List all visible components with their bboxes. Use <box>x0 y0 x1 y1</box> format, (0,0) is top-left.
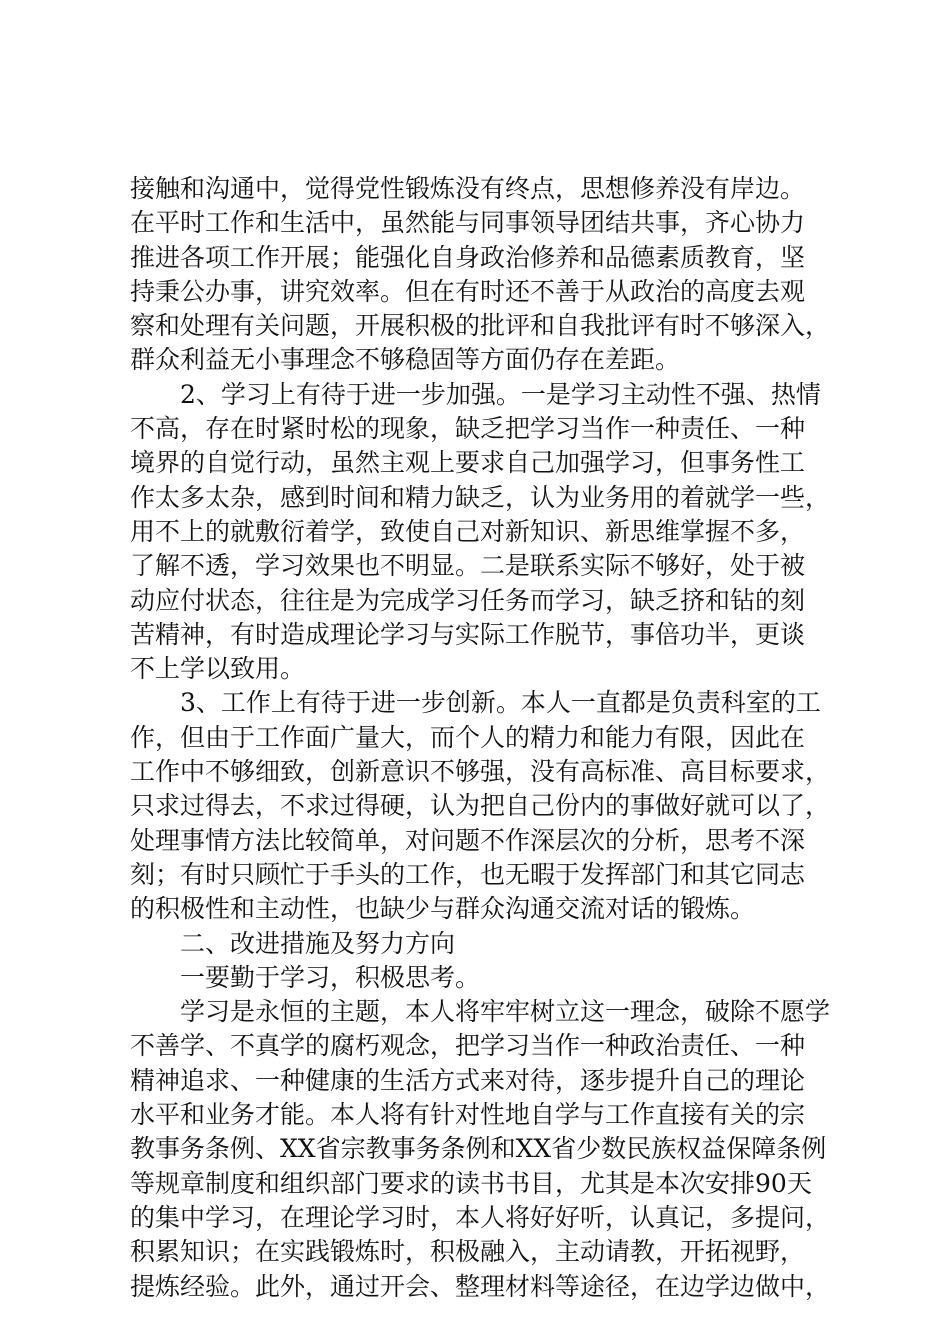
text-line: 处理事情方法比较简单，对问题不作深层次的分析，思考不深 <box>130 825 806 855</box>
text-line: 不上学以致用。 <box>130 654 306 684</box>
body-text <box>130 172 850 1304</box>
text-line: 只求过得去，不求过得硬，认为把自己份内的事做好就可以了， <box>130 791 831 821</box>
text-line: 水平和业务才能。本人将有针对性地自学与工作直接有关的宗 <box>130 1100 806 1130</box>
text-line: 苦精神，有时造成理论学习与实际工作脱节，事倍功半，更谈 <box>130 619 806 649</box>
text-line: 不高，存在时紧时松的现象，缺乏把学习当作一种责任、一种 <box>130 414 806 444</box>
text-line: 2、学习上有待于进一步加强。一是学习主动性不强、热情 <box>180 379 821 409</box>
text-line: 提炼经验。此外，通过开会、整理材料等途径，在边学边做中， <box>130 1271 831 1301</box>
text-line: 精神追求、一种健康的生活方式来对待，逐步提升自己的理论 <box>130 1065 806 1095</box>
text-line: 推进各项工作开展；能强化自身政治修养和品德素质教育，坚 <box>130 242 806 272</box>
text-line: 的集中学习，在理论学习时，本人将好好听，认真记，多提问， <box>130 1202 831 1232</box>
text-line: 群众利益无小事理念不够稳固等方面仍存在差距。 <box>130 345 681 375</box>
text-line: 工作中不够细致，创新意识不够强，没有高标准、高目标要求， <box>130 757 831 787</box>
text-line: 学习是永恒的主题，本人将牢牢树立这一理念，破除不愿学 <box>180 997 831 1027</box>
text-line: 境界的自觉行动，虽然主观上要求自己加强学习，但事务性工 <box>130 448 806 478</box>
text-line: 教事务条例、XX省宗教事务条例和XX省少数民族权益保障条例 <box>130 1134 827 1164</box>
text-line: 动应付状态，往往是为完成学习任务而学习，缺乏挤和钻的刻 <box>130 585 806 615</box>
text-line: 作太多太杂，感到时间和精力缺乏，认为业务用的着就学一些， <box>130 482 831 512</box>
text-line: 在平时工作和生活中，虽然能与同事领导团结共事，齐心协力 <box>130 208 806 238</box>
text-line: 用不上的就敷衍着学，致使自己对新知识、新思维掌握不多， <box>130 516 806 546</box>
text-line: 二、改进措施及努力方向 <box>180 928 456 958</box>
text-line: 了解不透，学习效果也不明显。二是联系实际不够好，处于被 <box>130 551 806 581</box>
text-line: 刻；有时只顾忙于手头的工作，也无暇于发挥部门和其它同志 <box>130 859 806 889</box>
text-line: 的积极性和主动性，也缺少与群众沟通交流对话的锻炼。 <box>130 894 756 924</box>
text-line: 积累知识；在实践锻炼时，积极融入，主动请教，开拓视野， <box>130 1237 806 1267</box>
text-line: 作，但由于工作面广量大，而个人的精力和能力有限，因此在 <box>130 722 806 752</box>
text-line: 3、工作上有待于进一步创新。本人一直都是负责科室的工 <box>180 688 821 718</box>
text-line: 一要勤于学习，积极思考。 <box>180 962 481 992</box>
text-line: 等规章制度和组织部门要求的读书书目，尤其是本次安排90天 <box>130 1168 812 1198</box>
text-line: 接触和沟通中，觉得党性锻炼没有终点，思想修养没有岸边。 <box>130 174 806 203</box>
text-line: 不善学、不真学的腐朽观念，把学习当作一种政治责任、一种 <box>130 1031 806 1061</box>
text-line: 察和处理有关问题，开展积极的批评和自我批评有时不够深入， <box>130 311 831 341</box>
text-line: 持秉公办事，讲究效率。但在有时还不善于从政治的高度去观 <box>130 276 806 306</box>
